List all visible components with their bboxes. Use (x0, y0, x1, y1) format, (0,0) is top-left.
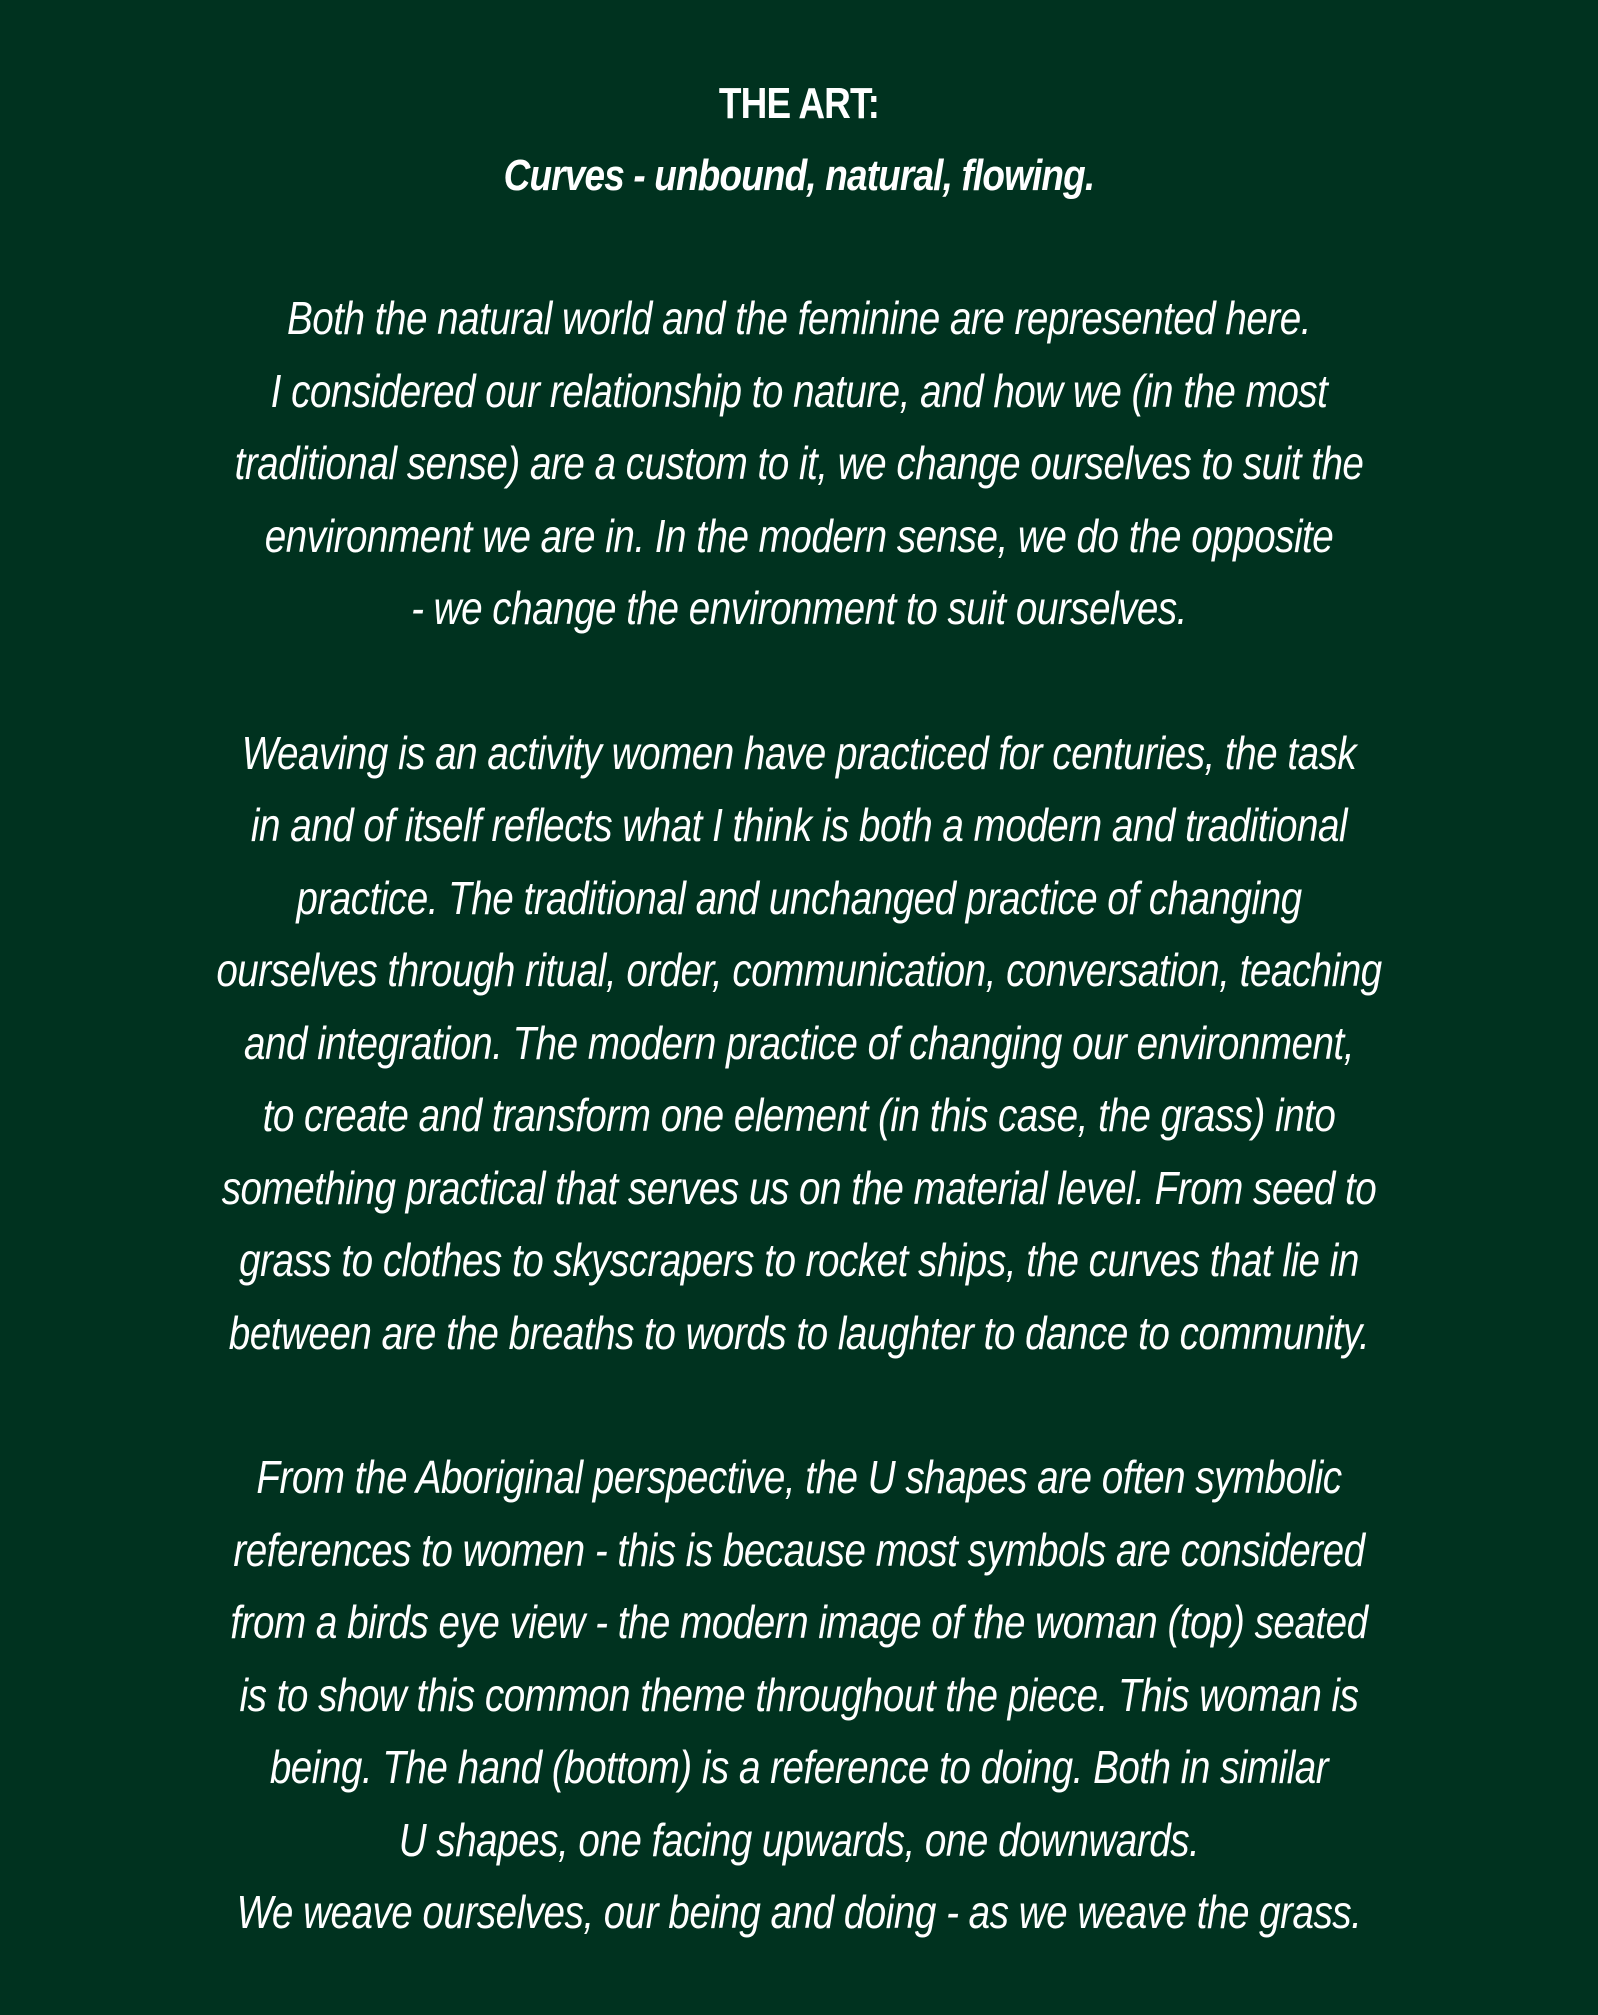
paragraph-line: is to show this common theme throughout the piece. This woman is (239, 1668, 1359, 1721)
paragraph-line: I considered our relationship to nature, and how we (in the most (270, 364, 1328, 417)
heading-title: THE ART: (718, 79, 880, 128)
paragraph-weaving (161, 717, 1436, 1370)
statement-heading (161, 68, 1436, 212)
paragraph-line: Both the natural world and the feminine are represented here. (287, 292, 1311, 344)
paragraph-aboriginal (161, 1441, 1436, 1949)
paragraph-line: to create and transform one element (in this case, the grass) into (262, 1089, 1336, 1141)
paragraph-line: - we change the environment to suit ourselves. (411, 582, 1187, 634)
paragraph-line: environment we are in. In the modern sense, we do the opposite (264, 509, 1334, 562)
heading-subtitle: Curves - unbound, natural, flowing. (503, 151, 1095, 200)
paragraph-line: From the Aboriginal perspective, the U shapes are often symbolic (256, 1451, 1342, 1503)
statement-content (40, 68, 1558, 1949)
paragraph-line: references to women - this is because most symbols are considered (233, 1523, 1365, 1576)
paragraph-line: ourselves through ritual, order, communication, conversation, teaching (216, 944, 1382, 996)
paragraph-line: Weaving is an activity women have practiced for centuries, the task (241, 726, 1357, 779)
paragraph-line: something practical that serves us on the material level. From seed to (221, 1161, 1377, 1214)
paragraph-line: between are the breaths to words to laughter to dance to community. (228, 1306, 1370, 1359)
paragraph-line: practice. The traditional and unchanged practice of changing (296, 871, 1302, 924)
paragraph-line: We weave ourselves, our being and doing - as we weave the grass. (236, 1886, 1362, 1938)
paragraph-line: and integration. The modern practice of changing our environment, (244, 1016, 1354, 1069)
paragraph-line: from a birds eye view - the modern image of the woman (top) seated (230, 1596, 1368, 1648)
paragraph-line: grass to clothes to skyscrapers to rocket ships, the curves that lie in (239, 1234, 1359, 1286)
paragraph-line: U shapes, one facing upwards, one downwards. (398, 1813, 1200, 1866)
paragraph-line: in and of itself reflects what I think is both a modern and traditional (250, 799, 1348, 851)
paragraph-line: traditional sense) are a custom to it, we change ourselves to suit the (234, 437, 1364, 489)
paragraph-nature (161, 282, 1436, 645)
paragraph-line: being. The hand (bottom) is a reference to doing. Both in similar (269, 1741, 1329, 1793)
